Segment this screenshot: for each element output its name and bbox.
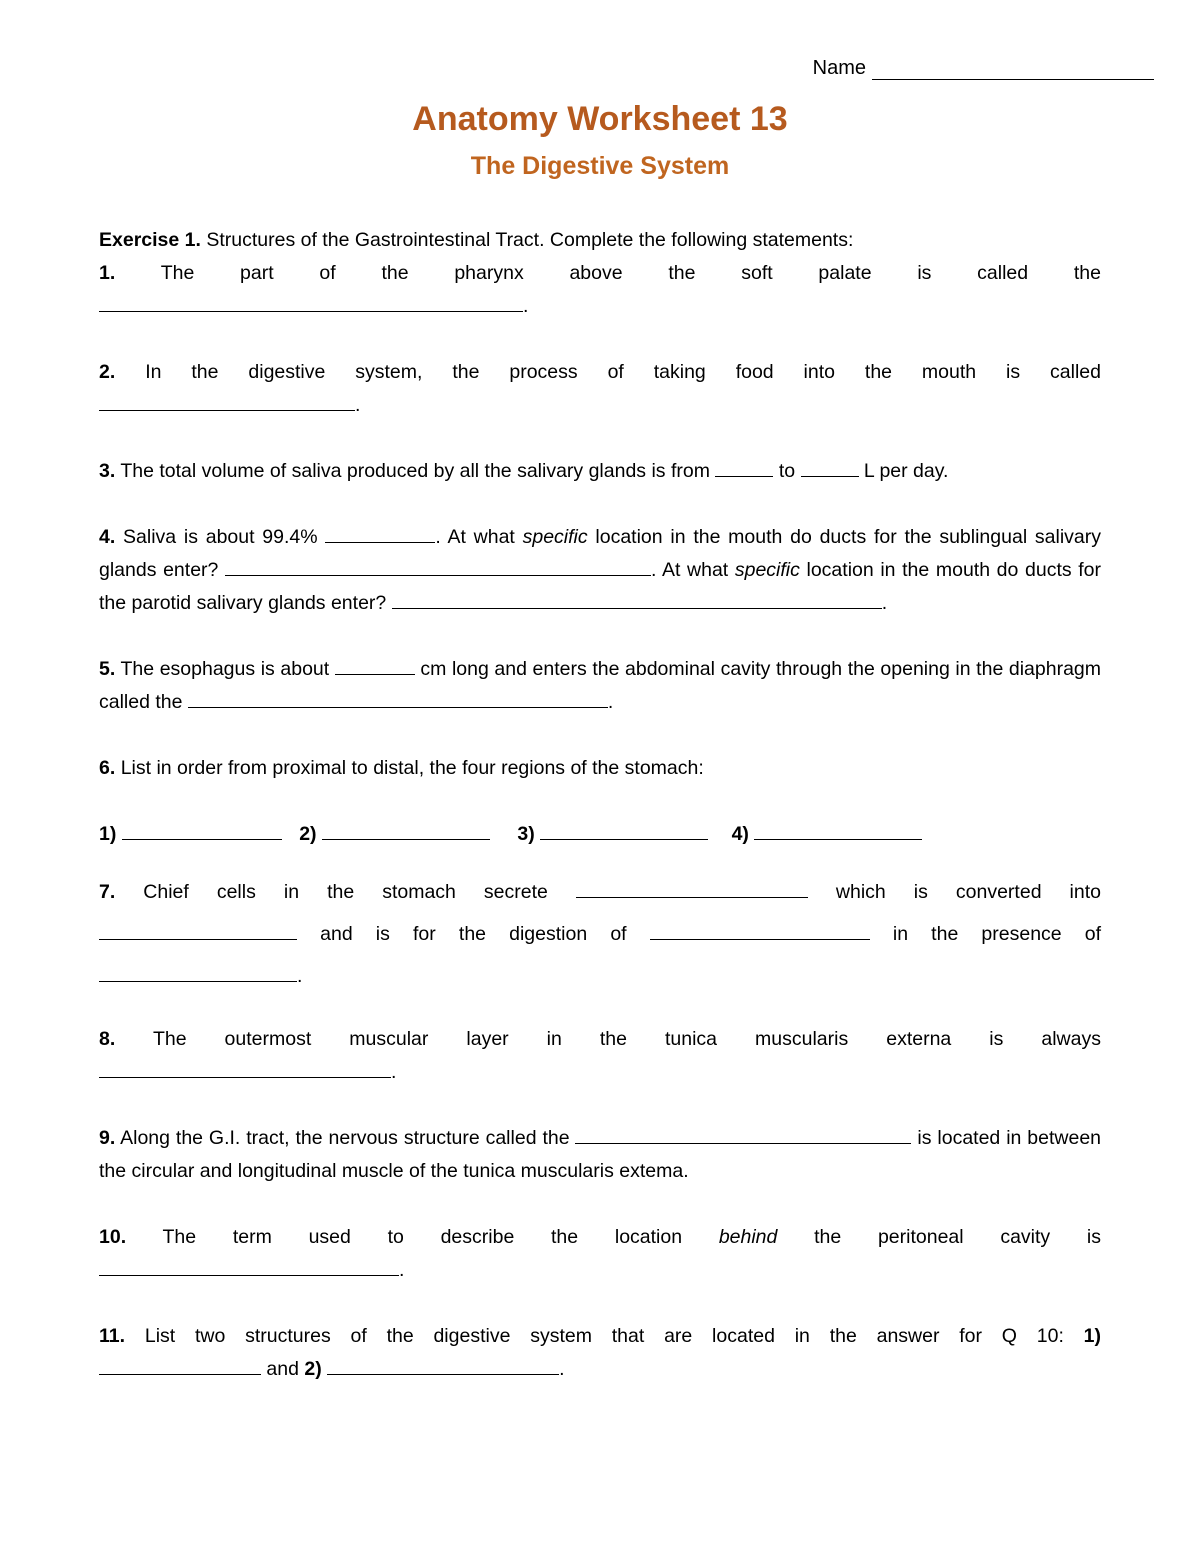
question-text: In the digestive system, the process of taking food into the mouth is called bbox=[145, 361, 1101, 383]
question-text: Saliva is about 99.4% bbox=[123, 526, 318, 548]
answer-blank[interactable] bbox=[99, 293, 523, 312]
question-number: 10. bbox=[99, 1226, 127, 1248]
question-2-line2 bbox=[99, 389, 1101, 422]
question-text: List in order from proximal to distal, the four regions of the stomach: bbox=[120, 757, 704, 779]
question-text: The esophagus is about bbox=[120, 658, 330, 680]
answer-blank[interactable] bbox=[188, 689, 608, 708]
question-number: 1. bbox=[99, 262, 116, 284]
answer-blank[interactable] bbox=[650, 921, 870, 940]
question-7-line2 bbox=[99, 913, 1101, 955]
question-text: is located in between the circular and longitudinal muscle of the tunica muscularis extema. bbox=[99, 1127, 1102, 1182]
question-number: 2. bbox=[99, 361, 116, 383]
question-text: L per day. bbox=[863, 460, 949, 482]
question-10-line2 bbox=[99, 1254, 1101, 1287]
question-3 bbox=[99, 455, 1101, 488]
question-7-line3 bbox=[99, 955, 1101, 997]
emphasis-specific: specific bbox=[734, 559, 800, 581]
question-text: The term used to describe the location bbox=[162, 1226, 683, 1248]
question-text: . At what bbox=[435, 526, 515, 548]
list-marker-1: 1) bbox=[1083, 1325, 1102, 1347]
answer-blank[interactable] bbox=[335, 656, 415, 675]
question-text: and is for the digestion of bbox=[320, 923, 627, 945]
question-text: The outermost muscular layer in the tunica muscularis externa is always bbox=[152, 1028, 1101, 1050]
answer-blank[interactable] bbox=[99, 963, 297, 982]
question-text: to bbox=[778, 460, 796, 482]
question-number: 5. bbox=[99, 658, 116, 680]
question-end: . bbox=[399, 1259, 405, 1281]
question-number: 6. bbox=[99, 757, 116, 779]
question-text: in the presence of bbox=[892, 923, 1102, 945]
question-1-line2 bbox=[99, 290, 1101, 323]
question-number: 8. bbox=[99, 1028, 116, 1050]
question-11-line1 bbox=[99, 1320, 1101, 1353]
answer-blank[interactable] bbox=[99, 921, 297, 940]
list-marker-2: 2) bbox=[304, 1358, 322, 1380]
question-text: . At what bbox=[651, 559, 729, 581]
name-field-row bbox=[813, 57, 1154, 80]
region-4-label: 4) bbox=[731, 823, 749, 845]
question-text: The part of the pharynx above the soft palate is called the bbox=[160, 262, 1101, 284]
exercise-instruction: Structures of the Gastrointestinal Tract. Complete the following statements: bbox=[206, 229, 854, 251]
answer-blank[interactable] bbox=[325, 524, 435, 543]
stomach-regions-row bbox=[99, 818, 1101, 851]
emphasis-behind: behind bbox=[718, 1226, 778, 1248]
question-2-line1 bbox=[99, 356, 1101, 389]
question-5 bbox=[99, 653, 1101, 719]
question-end: . bbox=[297, 965, 303, 987]
question-text: Along the G.I. tract, the nervous structure called the bbox=[120, 1127, 570, 1149]
question-1-line1 bbox=[99, 257, 1101, 290]
question-8-line2 bbox=[99, 1056, 1101, 1089]
emphasis-specific: specific bbox=[522, 526, 588, 548]
question-text: and bbox=[266, 1358, 299, 1380]
question-text: cm long and enters the abdominal cavity through the opening in the diaphragm called the bbox=[99, 658, 1102, 713]
question-11-line2 bbox=[99, 1353, 1101, 1386]
page-title: Anatomy Worksheet 13 bbox=[412, 100, 788, 138]
question-6 bbox=[99, 752, 1101, 785]
question-7-line1 bbox=[99, 871, 1101, 913]
region-2-blank[interactable] bbox=[322, 821, 490, 840]
answer-blank[interactable] bbox=[99, 1059, 391, 1078]
name-label: Name bbox=[812, 57, 866, 79]
region-2-label: 2) bbox=[299, 823, 317, 845]
question-text: location in the mouth do ducts for the parotid salivary glands enter? bbox=[99, 559, 1101, 614]
answer-blank[interactable] bbox=[392, 590, 882, 609]
question-end: . bbox=[607, 691, 614, 713]
question-text: Chief cells in the stomach secrete bbox=[143, 881, 548, 903]
answer-blank[interactable] bbox=[576, 879, 808, 898]
question-number: 3. bbox=[99, 460, 116, 482]
question-text: which is converted into bbox=[835, 881, 1101, 903]
exercise-heading bbox=[99, 224, 1101, 257]
answer-blank[interactable] bbox=[99, 1257, 399, 1276]
question-end: . bbox=[881, 592, 888, 614]
question-9 bbox=[99, 1122, 1101, 1188]
region-3-blank[interactable] bbox=[540, 821, 708, 840]
question-number: 9. bbox=[99, 1127, 116, 1149]
answer-blank[interactable] bbox=[715, 458, 773, 477]
page-subtitle: The Digestive System bbox=[470, 152, 730, 180]
answer-blank[interactable] bbox=[801, 458, 859, 477]
question-text: The total volume of saliva produced by all the salivary glands is from bbox=[120, 460, 710, 482]
question-number: 11. bbox=[99, 1325, 126, 1347]
name-blank[interactable] bbox=[872, 57, 1154, 80]
region-1-blank[interactable] bbox=[122, 821, 282, 840]
question-number: 7. bbox=[99, 881, 116, 903]
question-end: . bbox=[391, 1061, 397, 1083]
question-10-line1 bbox=[99, 1221, 1101, 1254]
question-number: 4. bbox=[99, 526, 116, 548]
answer-blank[interactable] bbox=[327, 1356, 559, 1375]
question-end: . bbox=[559, 1358, 565, 1380]
region-1-label: 1) bbox=[99, 823, 117, 845]
region-3-label: 3) bbox=[517, 823, 535, 845]
answer-blank[interactable] bbox=[99, 1356, 261, 1375]
question-text: location in the mouth do ducts for the sublingual salivary glands enter? bbox=[99, 526, 1102, 581]
answer-blank[interactable] bbox=[225, 557, 651, 576]
question-8-line1 bbox=[99, 1023, 1101, 1056]
worksheet-body bbox=[99, 224, 1101, 1386]
question-7 bbox=[99, 871, 1101, 997]
question-text: List two structures of the digestive system that are located in the answer for Q 10: bbox=[144, 1325, 1064, 1347]
answer-blank[interactable] bbox=[99, 392, 355, 411]
question-end: . bbox=[523, 295, 529, 317]
question-text: the peritoneal cavity is bbox=[814, 1226, 1101, 1248]
region-4-blank[interactable] bbox=[754, 821, 922, 840]
question-end: . bbox=[355, 394, 361, 416]
question-4 bbox=[99, 521, 1101, 620]
answer-blank[interactable] bbox=[575, 1125, 911, 1144]
exercise-label: Exercise 1. bbox=[99, 229, 201, 251]
